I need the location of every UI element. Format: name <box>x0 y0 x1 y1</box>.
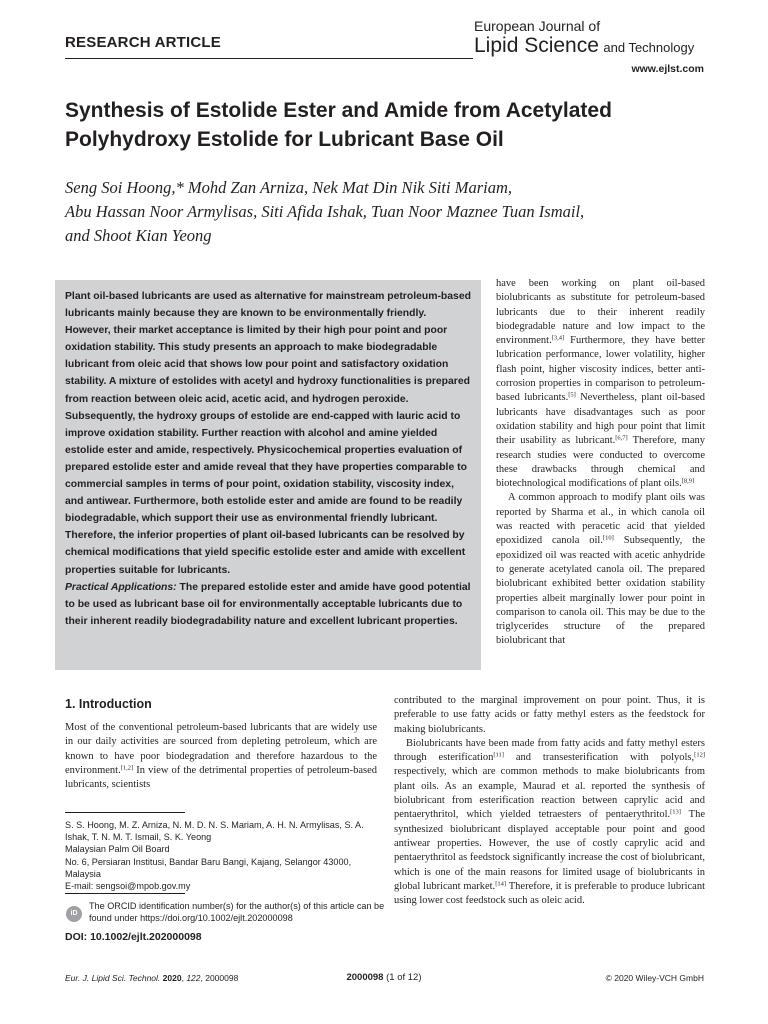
text-run: respectively, which are common methods to make biolubricants from plant oils. As an example, Maurad et al. reported the synthesis of biolubricant from esterification reaction between caprylic acid and pentaerythritol, which yielded tetraesters of pentaerythritol. <box>394 766 705 821</box>
text-run: A common approach to modify plant oils was reported by Sharma et al., in which canola oil was reacted with peracetic acid that yielded epoxidized canola oil. <box>496 492 705 547</box>
footer-citation: Eur. J. Lipid Sci. Technol. 2020, 122, 2000098 <box>65 973 239 983</box>
author-line: Abu Hassan Noor Armylisas, Siti Afida Ishak, Tuan Noor Maznee Tuan Ismail, <box>65 202 585 221</box>
affiliation-address: No. 6, Persiaran Institusi, Bandar Baru Bangi, Kajang, Selangor 43000, <box>65 856 352 867</box>
affiliation-org: Malaysian Palm Oil Board <box>65 844 170 855</box>
citation[interactable]: [10] <box>602 534 614 542</box>
affiliation-email[interactable]: E-mail: sengsoi@mpob.gov.my <box>65 881 191 892</box>
orcid-note[interactable]: The ORCID identification number(s) for the author(s) of this article can be found under https://doi.org/10.1002/ejlt.202000098 <box>89 901 385 924</box>
journal-name <box>474 34 694 58</box>
footer-volume: 122 <box>186 973 201 983</box>
paragraph <box>496 491 705 648</box>
footer-journal: Eur. J. Lipid Sci. Technol. <box>65 973 161 983</box>
citation[interactable]: [12] <box>694 751 705 759</box>
text-run: have been working on plant oil-based biolubricants as substitute for petroleum-based lubricants due to their inherent readily biodegradable nature and low impact to the environment. <box>496 278 705 347</box>
article-type-label: RESEARCH ARTICLE <box>65 34 221 51</box>
footer-page-id: 2000098 <box>346 972 384 983</box>
author-line: and Shoot Kian Yeong <box>65 226 212 245</box>
paragraph <box>496 277 705 491</box>
text-run: Nevertheless, plant oil-based lubricants have disadvantages such as poor oxidation stability and high pour point that limit their usability as lubricant. <box>496 392 705 447</box>
citation[interactable]: [1,2] <box>120 764 134 772</box>
practical-applications-label: Practical Applications: <box>65 581 177 593</box>
text-run: Furthermore, they have better lubrication performance, lower volatility, higher flash point, higher viscosity indices, better anti-corrosion properties in comparison to petroleum-based lubricants. <box>496 335 705 404</box>
citation[interactable]: [8,9] <box>681 477 695 485</box>
journal-name-main: Lipid Science <box>474 34 599 57</box>
affiliation-address: Malaysia <box>65 868 101 879</box>
footer-page-count: (1 of 12) <box>383 972 422 983</box>
citation[interactable]: [5] <box>568 391 576 399</box>
text-run: In view of the detrimental properties of petroleum-based lubricants, scientists <box>65 764 377 791</box>
footer-article-id: , 2000098 <box>200 973 239 983</box>
header-rule <box>65 58 473 59</box>
abstract-text: Plant oil-based lubricants are used as alternative for mainstream petroleum-based lubricants mainly because they are known to be environmentally friendly. However, their market acceptance is limited by their high pour point and poor oxidation stability. This study presents an approach to make biodegradable lubricant from oleic acid that shows low pour point and satisfactory oxidation stability. A mixture of estolides with acetyl and hydroxy functionalities is prepared from reaction between oleic acid, acetic acid, and hydrogen peroxide. Subsequently, the hydroxy groups of estolide are end-capped with lauric acid to improve oxidation stability. Further reaction with alcohol and amine yielded estolide ester and amide, respectively. Physicochemical properties evaluation of prepared estolide ester and amide reveal that they have properties comparable to commercial samples in terms of pour point, oxidation stability, viscosity index, and antiwear. Furthermore, both estolide ester and amide are found to be readily biodegradable, which support their use as environmental friendly lubricant. Therefore, the inferior properties of plant oil-based lubricants can be resolved by chemical modifications that yield specific estolide ester and amide with excellent properties suitable for lubricants. <box>65 291 471 576</box>
body-column-right-top <box>496 277 705 649</box>
citation[interactable]: [13] <box>670 808 681 816</box>
text-run: The synthesized biolubricant displayed acceptable pour point and good antiwear properties. However, the use of costly caprylic acid and pentaerythritol as feedstock significantly increase the cost of biolubricant, which is one of the main reasons for limited usage of biolubricants in global lubricant market. <box>394 809 705 892</box>
affiliation-names: S. S. Hoong, M. Z. Arniza, N. M. D. N. S. Mariam, A. H. N. Armylisas, S. A. Ishak, T. N. M. T. Ismail, S. K. Yeong <box>65 820 364 843</box>
footer-copyright: © 2020 Wiley-VCH GmbH <box>605 973 704 983</box>
author-line: Seng Soi Hoong,* Mohd Zan Arniza, Nek Mat Din Nik Siti Mariam, <box>65 178 513 197</box>
journal-url[interactable]: www.ejlst.com <box>631 63 704 75</box>
body-column-right-bottom <box>394 694 705 908</box>
citation[interactable]: [11] <box>493 751 504 759</box>
section-heading: 1. Introduction <box>65 697 152 711</box>
citation[interactable]: [6,7] <box>615 434 628 442</box>
citation[interactable]: [3,4] <box>551 334 565 342</box>
doi-link[interactable]: DOI: 10.1002/ejlt.202000098 <box>65 931 202 943</box>
paragraph: contributed to the marginal improvement on pour point. Thus, it is preferable to use fatty acids or fatty methyl esters as the feedstock for making biolubricants. <box>394 695 705 735</box>
article-title: Synthesis of Estolide Ester and Amide from Acetylated Polyhydroxy Estolide for Lubricant Base Oil <box>65 99 612 151</box>
practical-applications-text: The prepared estolide ester and amide have good potential to be used as lubricant base oil for environmentally acceptable lubricants due to their inherent readily biodegradability nature and excellent lubricant properties. <box>65 581 471 627</box>
text-run: Most of the conventional petroleum-based lubricants that are widely use in our daily activities are sourced from depleting petroleum, which are known to have poor biodegradation and therefore hazardous to the environment. <box>65 722 377 776</box>
journal-name-suffix: and Technology <box>603 40 695 55</box>
text-run: Subsequently, the epoxidized oil was reacted with acetic anhydride to generate acetylated canola oil. The prepared biolubricant exhibited better oxidation stability properties albeit marginally lower pour point in comparison to canola oil. This may be due to the triglycerides structure of the prepared biolubricant that <box>496 535 705 647</box>
citation[interactable]: [14] <box>495 880 507 888</box>
text-run: Biolubricants have been made from fatty acids and fatty methyl esters through esterification <box>394 737 705 764</box>
orcid-icon: iD <box>66 906 82 922</box>
paragraph <box>394 737 705 909</box>
affiliation-rule <box>65 812 185 813</box>
footer-year: 2020 <box>162 973 182 983</box>
abstract-box <box>55 280 481 670</box>
intro-paragraph <box>65 721 377 792</box>
text-run: Therefore, many research studies were conducted to overcome these drawbacks through chemical and biotechnological modifications of plant oils. <box>496 435 705 490</box>
text-run: Therefore, it is preferable to produce lubricant using lower cost feedstock such as oleic acid. <box>394 880 705 907</box>
author-list <box>65 176 705 248</box>
journal-name-top: European Journal of <box>474 18 601 34</box>
practical-applications <box>65 579 471 630</box>
text-run: and transesterification with polyols, <box>503 752 695 764</box>
affiliation-block <box>65 819 385 892</box>
affiliation-rule <box>65 893 185 894</box>
